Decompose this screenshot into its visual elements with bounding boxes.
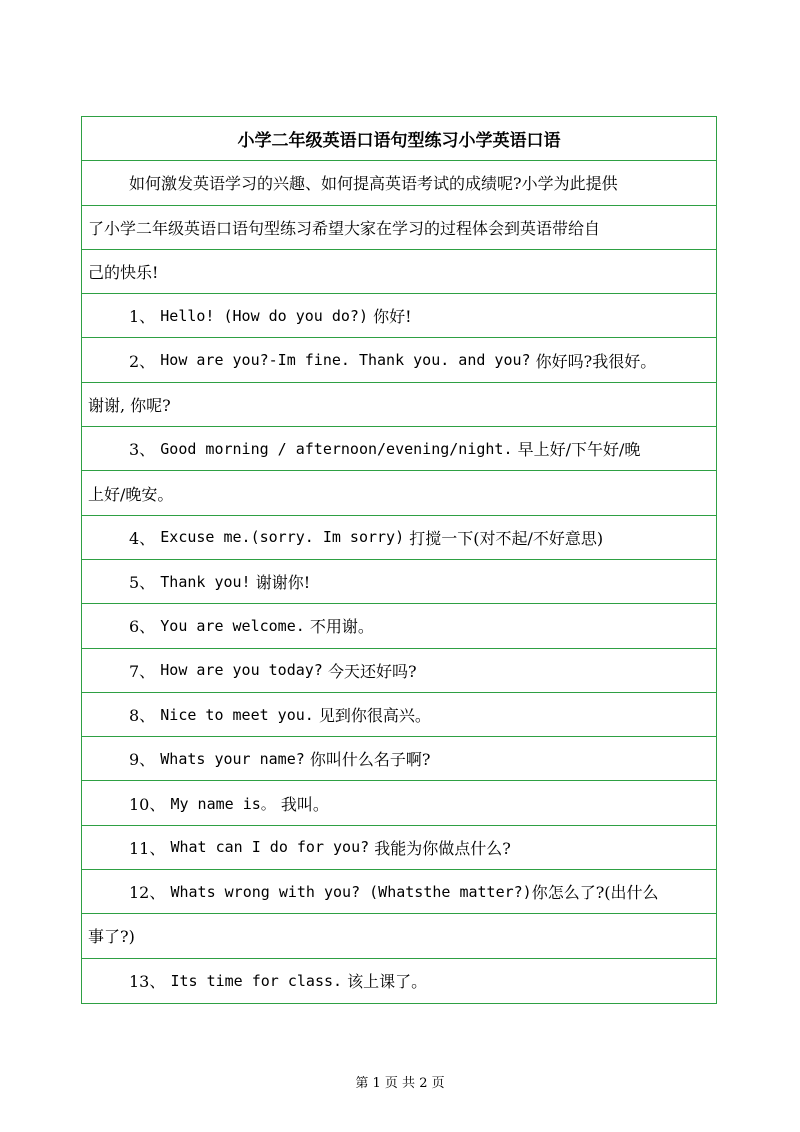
phrase-item-8 xyxy=(82,693,716,737)
item-chinese: 我叫。 xyxy=(280,794,329,814)
item-chinese: 谢谢你! xyxy=(255,573,311,593)
item-english: You are welcome. xyxy=(160,616,305,635)
document-title: 小学二年级英语口语句型练习小学英语口语 xyxy=(82,117,716,161)
item-number: 10、 xyxy=(129,794,166,814)
phrase-item-1 xyxy=(82,294,716,338)
item-number: 5、 xyxy=(129,573,156,593)
phrase-item-10 xyxy=(82,781,716,825)
item-number: 8、 xyxy=(129,706,156,725)
intro-line-3: 己的快乐! xyxy=(82,250,716,294)
item-chinese: 不用谢。 xyxy=(309,617,374,637)
phrase-item-4 xyxy=(82,516,716,560)
item-english: Good morning / afternoon/evening/night. xyxy=(160,439,513,458)
item-chinese: 你好吗?我很好。 xyxy=(535,351,657,371)
phrase-item-5 xyxy=(82,560,716,604)
phrase-item-11 xyxy=(82,826,716,870)
phrase-item-6 xyxy=(82,604,716,648)
page-number-footer: 第 1 页 共 2 页 xyxy=(355,1076,445,1091)
item-english: Hello! (How do you do?) xyxy=(160,306,368,325)
item-english: How are you?-Im fine. Thank you. and you? xyxy=(160,351,531,370)
phrase-item-3 xyxy=(82,427,716,471)
phrase-item-9 xyxy=(82,737,716,781)
item-english: Nice to meet you. xyxy=(160,705,314,724)
item-number: 9、 xyxy=(129,750,156,770)
item-chinese: 早上好/下午好/晚 xyxy=(517,440,641,460)
item-english: My name is。 xyxy=(170,794,276,813)
item-number: 2、 xyxy=(129,351,156,371)
item-english: Thank you! xyxy=(160,572,251,591)
item-chinese: 我能为你做点什么? xyxy=(374,838,511,858)
item-chinese: 打搅一下(对不起/不好意思) xyxy=(409,528,604,548)
item-number: 6、 xyxy=(129,617,156,637)
phrase-item-2-continued: 谢谢, 你呢? xyxy=(82,383,716,427)
phrase-item-2 xyxy=(82,338,716,382)
item-number: 4、 xyxy=(129,528,156,548)
item-chinese: 你怎么了?(出什么 xyxy=(531,883,659,903)
item-chinese: 见到你很高兴。 xyxy=(318,706,431,725)
item-english: Whats your name? xyxy=(160,749,305,768)
phrase-item-12 xyxy=(82,870,716,914)
item-number: 7、 xyxy=(129,661,156,681)
item-chinese: 你叫什么名子啊? xyxy=(309,750,431,770)
item-english: Excuse me.(sorry. Im sorry) xyxy=(160,528,405,547)
document-table xyxy=(81,116,717,1004)
intro-line-1: 如何激发英语学习的兴趣、如何提高英语考试的成绩呢?小学为此提供 xyxy=(82,161,716,205)
phrase-item-3-continued: 上好/晚安。 xyxy=(82,471,716,515)
item-number: 13、 xyxy=(129,972,166,992)
item-english: What can I do for you? xyxy=(170,838,370,857)
item-english: Whats wrong with you? (Whatsthe matter?) xyxy=(170,882,532,901)
item-english: Its time for class. xyxy=(170,971,343,990)
item-number: 12、 xyxy=(129,883,166,903)
item-number: 1、 xyxy=(129,307,156,327)
item-chinese: 该上课了。 xyxy=(347,972,428,992)
item-number: 3、 xyxy=(129,440,156,460)
item-english: How are you today? xyxy=(160,661,323,680)
item-number: 11、 xyxy=(129,838,166,858)
phrase-item-13 xyxy=(82,959,716,1003)
item-chinese: 今天还好吗? xyxy=(327,661,417,681)
phrase-item-7 xyxy=(82,649,716,693)
item-chinese: 你好! xyxy=(373,307,412,327)
phrase-item-12-continued: 事了?) xyxy=(82,914,716,958)
intro-line-2: 了小学二年级英语口语句型练习希望大家在学习的过程体会到英语带给自 xyxy=(82,206,716,250)
